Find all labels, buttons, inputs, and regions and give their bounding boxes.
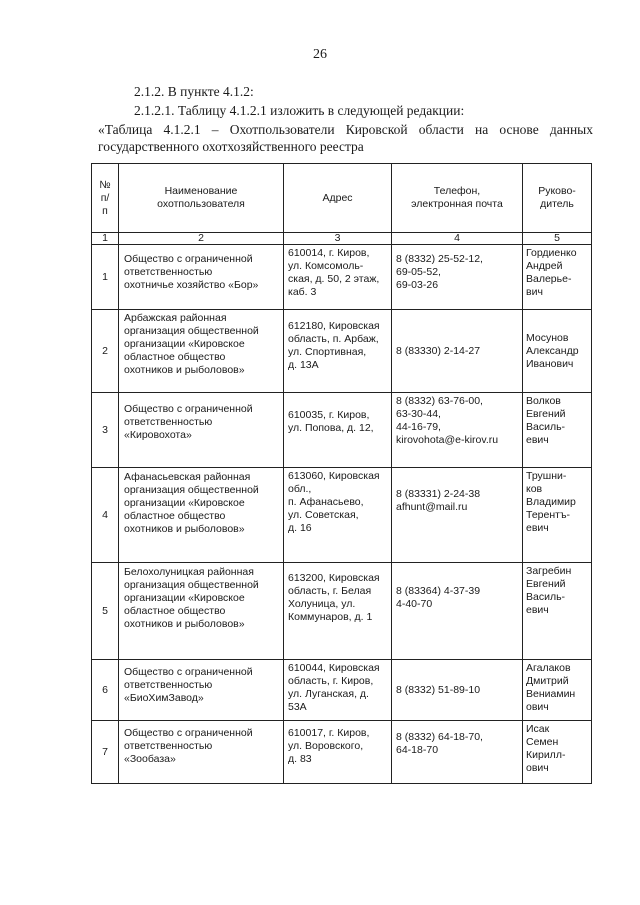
hunter-name: Общество с ограниченной ответственностью охотничье хозяйство «Бор» [119, 245, 284, 310]
row-number: 3 [92, 393, 119, 468]
column-numbers-row [92, 233, 592, 245]
hunter-head: Исак Семен Кирилл- ович [523, 721, 592, 784]
column-number: 3 [284, 233, 392, 245]
column-number: 1 [92, 233, 119, 245]
page-number: 26 [313, 47, 327, 62]
row-number: 4 [92, 468, 119, 563]
row-number: 2 [92, 310, 119, 393]
table-row [92, 245, 592, 310]
hunter-address: 610017, г. Киров, ул. Воровского, д. 83 [284, 721, 392, 784]
hunter-phone: 8 (8332) 51-89-10 [392, 660, 523, 721]
table-row [92, 721, 592, 784]
column-number: 4 [392, 233, 523, 245]
hunter-name: Общество с ограниченной ответственностью «Зообаза» [119, 721, 284, 784]
hunter-address: 610044, Кировская область, г. Киров, ул. Луганская, д. 53А [284, 660, 392, 721]
hunter-address: 613200, Кировская область, г. Белая Холуница, ул. Коммунаров, д. 1 [284, 563, 392, 660]
header-name: Наименование охотпользователя [119, 164, 284, 233]
header-phone: Телефон, электронная почта [392, 164, 523, 233]
hunter-address: 610014, г. Киров, ул. Комсомоль- ская, д. 50, 2 этаж, каб. 3 [284, 245, 392, 310]
table-row [92, 393, 592, 468]
table-caption-line-1: «Таблица 4.1.2.1 – Охотпользователи Кировской области на основе данных [98, 122, 593, 137]
table-row [92, 468, 592, 563]
table-row [92, 660, 592, 721]
hunter-name: Арбажская районная организация общественной организации «Кировское областное общество охотников и рыболовов» [119, 310, 284, 393]
hunter-address: 613060, Кировская обл., п. Афанасьево, ул. Советская, д. 16 [284, 468, 392, 563]
hunter-head: Загребин Евгений Василь- евич [523, 563, 592, 660]
header-address: Адрес [284, 164, 392, 233]
hunter-name: Общество с ограниченной ответственностью «Кировохота» [119, 393, 284, 468]
column-number: 2 [119, 233, 284, 245]
table-caption-line-2: государственного охотхозяйственного реестра [98, 139, 364, 154]
hunter-name: Афанасьевская районная организация общественной организации «Кировское областное общество охотников и рыболовов» [119, 468, 284, 563]
row-number: 6 [92, 660, 119, 721]
hunter-phone: 8 (8332) 25-52-12, 69-05-52, 69-03-26 [392, 245, 523, 310]
column-number: 5 [523, 233, 592, 245]
hunter-name: Общество с ограниченной ответственностью «БиоХимЗавод» [119, 660, 284, 721]
row-number: 7 [92, 721, 119, 784]
table-row [92, 563, 592, 660]
hunter-phone: 8 (83364) 4-37-39 4-40-70 [392, 563, 523, 660]
intro-clause-1: 2.1.2. В пункте 4.1.2: [134, 84, 254, 99]
table-row [92, 310, 592, 393]
hunter-head: Мосунов Александр Иванович [523, 310, 592, 393]
hunter-address: 612180, Кировская область, п. Арбаж, ул. Спортивная, д. 13А [284, 310, 392, 393]
hunter-head: Агалаков Дмитрий Вениамин ович [523, 660, 592, 721]
hunter-phone: 8 (83330) 2-14-27 [392, 310, 523, 393]
row-number: 5 [92, 563, 119, 660]
row-number: 1 [92, 245, 119, 310]
hunter-head: Гордиенко Андрей Валерье- вич [523, 245, 592, 310]
hunter-head: Трушни- ков Владимир Терентъ- евич [523, 468, 592, 563]
hunter-phone: 8 (8332) 63-76-00, 63-30-44, 44-16-79, kirovohota@e-kirov.ru [392, 393, 523, 468]
intro-clause-2: 2.1.2.1. Таблицу 4.1.2.1 изложить в следующей редакции: [134, 103, 465, 118]
hunter-name: Белохолуницкая районная организация общественной организации «Кировское областное общество охотников и рыболовов» [119, 563, 284, 660]
hunter-phone: 8 (8332) 64-18-70, 64-18-70 [392, 721, 523, 784]
hunter-head: Волков Евгений Василь- евич [523, 393, 592, 468]
table-header-row [92, 164, 592, 233]
header-num: № п/ п [92, 164, 119, 233]
hunters-table [91, 163, 592, 784]
hunter-phone: 8 (83331) 2-24-38 afhunt@mail.ru [392, 468, 523, 563]
header-head: Руково- дитель [523, 164, 592, 233]
hunter-address: 610035, г. Киров, ул. Попова, д. 12, [284, 393, 392, 468]
